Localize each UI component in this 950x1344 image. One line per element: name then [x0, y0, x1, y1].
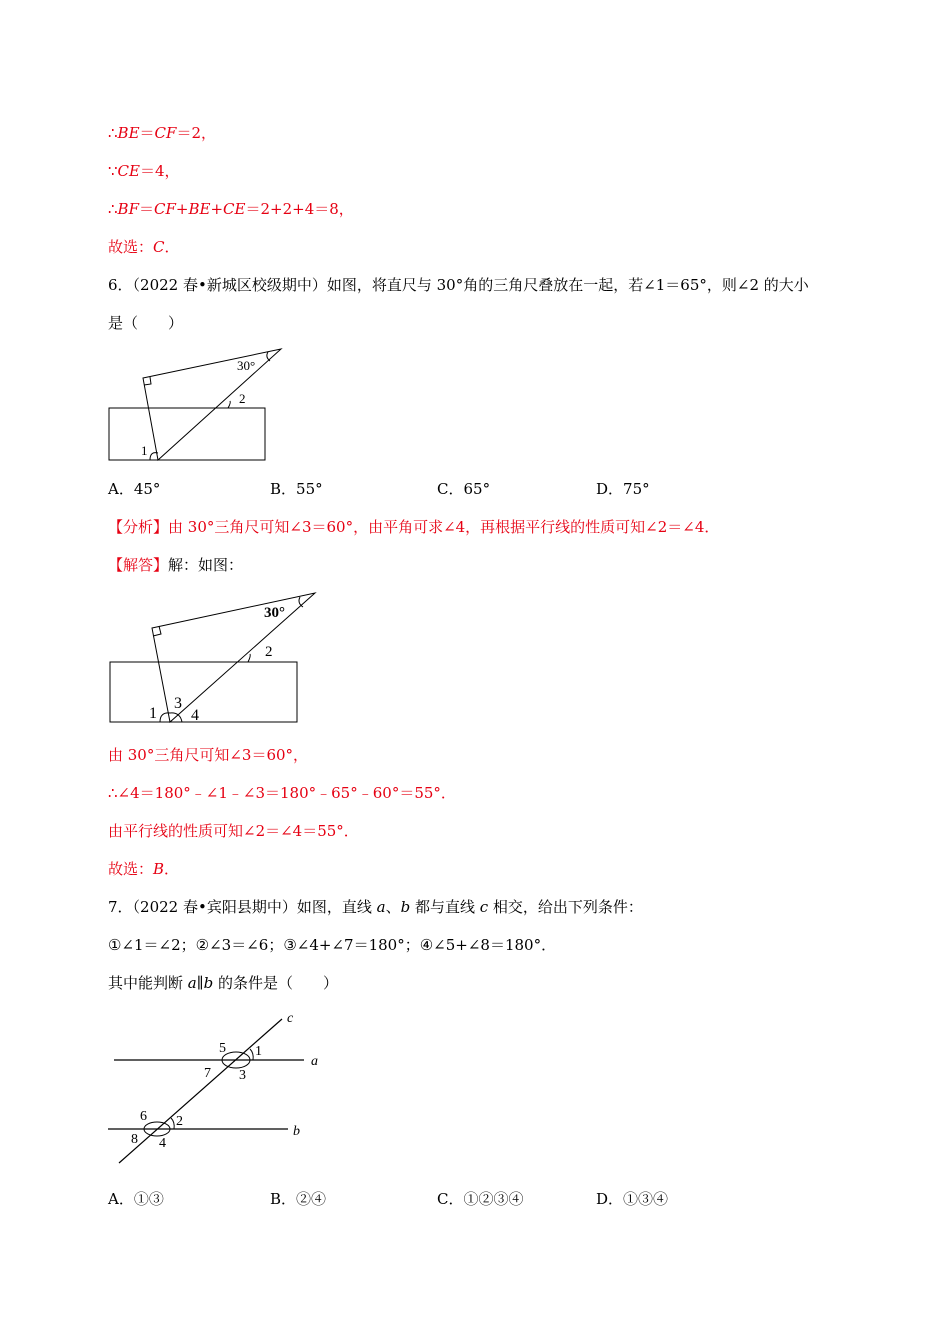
angle-5-label: 5 [219, 1041, 226, 1056]
q7-option-a[interactable]: A．①③ [108, 1190, 164, 1208]
angle-2-arc [171, 1118, 174, 1129]
q6-option-a[interactable]: A．45° [108, 480, 161, 498]
analysis-tag: 【分析】 [108, 518, 169, 536]
answer-text: 解：如图： [168, 556, 244, 574]
var-cf: CF [154, 200, 176, 218]
var-c: c [479, 898, 489, 916]
angle-30-label: 30° [264, 605, 285, 621]
q6-answer-intro [108, 555, 243, 575]
line-a-label: a [311, 1054, 318, 1069]
stem-text: 的条件是（ ） [213, 974, 339, 992]
angle-3-label: 3 [239, 1068, 246, 1083]
stem-text: 都与直线 [410, 898, 480, 916]
choice-period: ． [164, 238, 180, 256]
var-be: BE [117, 124, 140, 142]
q7-figure [100, 1005, 340, 1175]
analysis-text: 由 30°三角尺可知∠3＝60°，由平角可求∠4，再根据平行线的性质可知∠2＝∠4． [168, 518, 720, 536]
angle-1-label: 1 [141, 443, 148, 458]
var-be: BE [188, 200, 211, 218]
q6-option-d[interactable]: D．75° [596, 480, 650, 498]
angle-30-arc [299, 597, 303, 607]
angle-7-label: 7 [204, 1066, 211, 1081]
solution-choice [108, 237, 180, 257]
angle-1-label: 1 [149, 705, 157, 722]
right-angle-mark [144, 377, 151, 385]
solution-line-3 [108, 199, 354, 219]
eq-sign: ＝ [138, 200, 154, 218]
angle-2-arc [228, 401, 230, 408]
solution-line-2 [108, 161, 180, 181]
angle-2-label: 2 [265, 644, 273, 660]
angle-1-label: 1 [255, 1044, 262, 1059]
solution-line-1 [108, 123, 216, 143]
angle-30-label: 30° [237, 358, 256, 373]
q6-solution-line-3: 由平行线的性质可知∠2＝∠4＝55°． [108, 822, 359, 840]
answer-tag: 【解答】 [108, 556, 169, 574]
q6-solution-line-1: 由 30°三角尺可知∠3＝60°， [108, 746, 309, 764]
var-bf: BF [117, 200, 139, 218]
q7-option-c[interactable]: C．①②③④ [437, 1190, 524, 1208]
therefore-symbol: ∴ [108, 124, 118, 142]
parallel-expr: a∥b [187, 974, 214, 992]
angle-3-label: 3 [174, 695, 182, 712]
angle-8-label: 8 [131, 1132, 138, 1147]
q6-stem-line-1: 6．（2022 春•新城区校级期中）如图，将直尺与 30°角的三角尺叠放在一起，若∠1＝65°，则∠2 的大小 [108, 276, 809, 294]
angle-4-label: 4 [191, 707, 199, 724]
angle-2-label: 2 [176, 1114, 183, 1129]
eq-value: ＝4， [139, 162, 180, 180]
choice-label: 故选： [108, 238, 154, 256]
stem-text: 相交，给出下列条件： [488, 898, 643, 916]
angle-6-label: 6 [140, 1109, 147, 1124]
eq-value: ＝2， [176, 124, 216, 142]
q6-solution-choice [108, 859, 179, 879]
q6-analysis [108, 517, 719, 537]
q6-stem-line-2: 是（ ） [108, 314, 184, 332]
eq-sign: ＝ [139, 124, 155, 142]
var-ce: CE [223, 200, 246, 218]
q7-stem-line-3 [108, 973, 338, 993]
q6-solution-figure [100, 588, 320, 728]
line-c-label: c [287, 1011, 294, 1026]
plus-sign: + [175, 200, 189, 218]
stem-text: 其中能判断 [108, 974, 188, 992]
line-c [119, 1019, 282, 1163]
choice-label: 故选： [108, 860, 154, 878]
var-a: a [376, 898, 386, 916]
q6-option-b[interactable]: B．55° [270, 480, 323, 498]
angle-2-arc [248, 654, 250, 662]
var-ce: CE [117, 162, 140, 180]
q6-solution-line-2: ∴∠4＝180°﹣∠1﹣∠3＝180°﹣65°﹣60°＝55°． [108, 784, 456, 802]
angle-2-label: 2 [239, 391, 246, 406]
var-cf: CF [154, 124, 177, 142]
eq-value: ＝2+2+4＝8， [245, 200, 354, 218]
angle-4-label: 4 [159, 1136, 166, 1151]
q7-conditions: ①∠1＝∠2；②∠3＝∠6；③∠4+∠7＝180°；④∠5+∠8＝180°． [108, 936, 557, 954]
stem-text: 7．（2022 春•宾阳县期中）如图，直线 [108, 898, 377, 916]
plus-sign: + [210, 200, 224, 218]
triangle-ruler [143, 349, 281, 460]
angle-1-arc [250, 1049, 253, 1060]
choice-period: ． [164, 860, 180, 878]
stem-text: 、 [385, 898, 401, 916]
choice-letter: C [153, 238, 165, 256]
because-symbol: ∵ [108, 162, 118, 180]
q6-option-c[interactable]: C．65° [437, 480, 491, 498]
q7-option-d[interactable]: D．①③④ [596, 1190, 669, 1208]
q6-figure [100, 345, 290, 465]
choice-letter: B [153, 860, 165, 878]
q7-stem-line-1 [108, 897, 643, 917]
var-b: b [400, 898, 411, 916]
therefore-symbol: ∴ [108, 200, 118, 218]
q7-option-b[interactable]: B．②④ [270, 1190, 327, 1208]
line-b-label: b [293, 1124, 300, 1139]
